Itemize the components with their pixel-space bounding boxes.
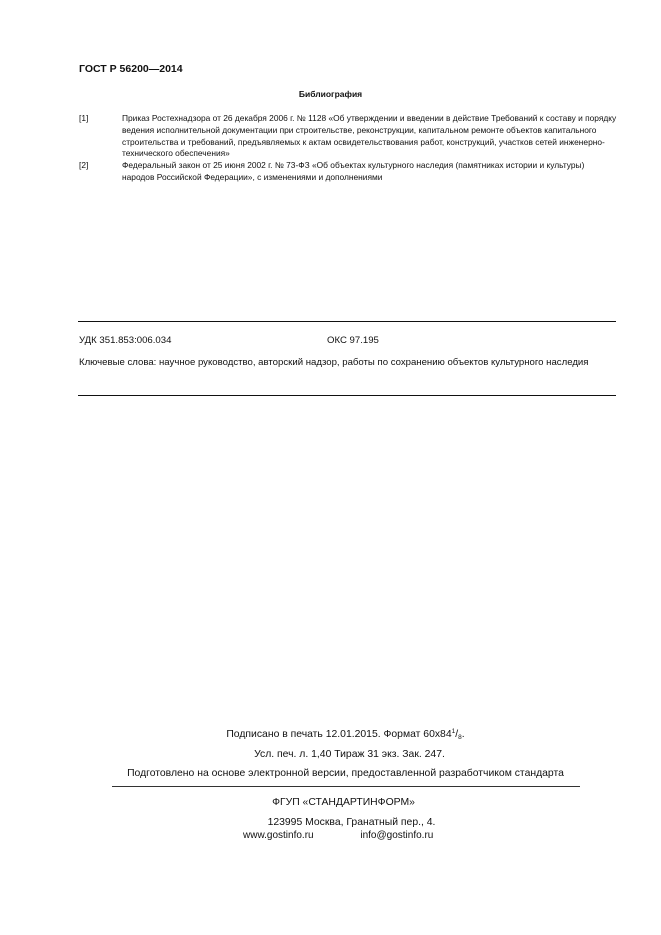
bottom-divider [78, 395, 616, 396]
print-info [0, 749, 661, 760]
entry-number: [1] [79, 113, 89, 123]
entry-number: [2] [79, 160, 89, 170]
publisher-name: ФГУП «СТАНДАРТИНФОРМ» [272, 797, 415, 808]
format-numerator: 1 [451, 728, 456, 735]
entry-text: Федеральный закон от 25 июня 2002 г. № 73-ФЗ «Об объектах культурного наследия (памятниках истории и культуры) народов Российской Федерации», с изменениями и дополнениями [122, 160, 585, 182]
publisher-divider [112, 786, 580, 787]
address [0, 817, 661, 828]
contacts [243, 830, 433, 841]
format-suffix: . [461, 729, 465, 740]
website-link[interactable]: www.gostinfo.ru [243, 830, 314, 841]
email-link[interactable]: info@gostinfo.ru [360, 830, 434, 841]
signed-line: Подписано в печать 12.01.2015. Формат $60x84^1/_8$. [226, 728, 465, 741]
publisher [0, 797, 661, 808]
bibliography-entry-2 [79, 160, 617, 184]
standard-code: ГОСТ Р 56200—2014 [79, 63, 183, 75]
format-denominator: 8 [458, 734, 462, 741]
prepared-text: Подготовлено на основе электронной версии, предоставленной разработчиком стандарта [127, 768, 564, 779]
oks-code: ОКС 97.195 [327, 335, 379, 346]
top-divider [78, 321, 616, 322]
address-text: 123995 Москва, Гранатный пер., 4. [267, 817, 436, 828]
print-info-text: Усл. печ. л. 1,40 Тираж 31 экз. Зак. 247. [254, 749, 445, 760]
signed-text: Подписано в печать 12.01.2015. Формат 60x84 [226, 729, 452, 740]
entry-text: Приказ Ростехнадзора от 26 декабря 2006 г. № 1128 «Об утверждении и введении в действие Требований к составу и порядку ведения исполнительной документации при строительстве, реконструкции, капитальном ремонте объектов капитального строительства и требований, предъявляемых к актам освидетельствования работ, конструкций, участков сетей инженерно-технического обеспечения» [122, 113, 617, 159]
bibliography-title: Библиография [298, 89, 363, 99]
bibliography-entry-1 [79, 113, 617, 160]
prepared-note [0, 768, 661, 779]
keywords: Ключевые слова: научное руководство, авторский надзор, работы по сохранению объектов культурного наследия [79, 357, 589, 368]
udk-code: УДК 351.853:006.034 [79, 335, 172, 346]
